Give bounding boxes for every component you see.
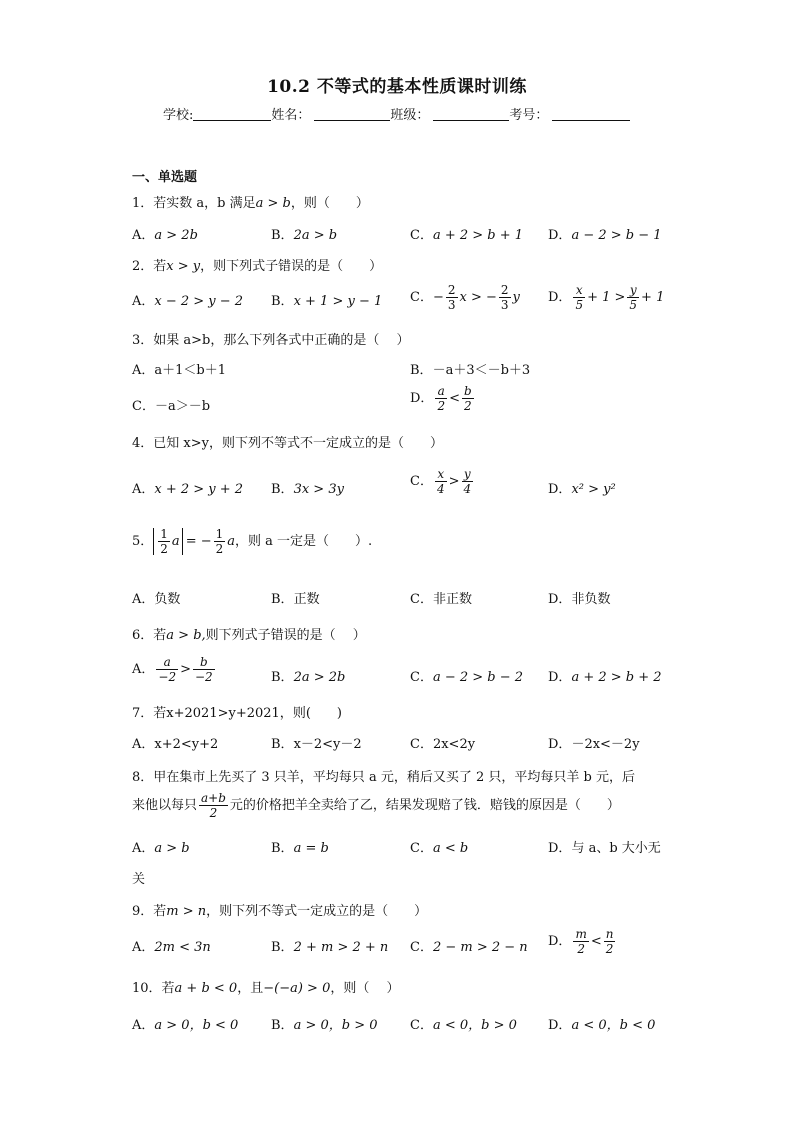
option-d[interactable]: D．a + 2 > b + 2 — [548, 670, 662, 685]
question-6-tail: 则下列式子错误的是（ ） — [205, 628, 366, 643]
question-2-math: x > y — [166, 259, 201, 274]
option-d[interactable]: D． $\frac{m}{2}$ < $\frac{n}{2}$ — [548, 927, 614, 956]
question-6 — [132, 624, 366, 643]
school-blank[interactable] — [193, 108, 271, 121]
question-9 — [132, 900, 427, 919]
option-a[interactable]: A． $\frac{a}{-2}$ > $\frac{b}{-2}$ — [132, 655, 213, 684]
question-2-tail: ，则下列式子错误的是（ ） — [200, 259, 383, 274]
option-d[interactable]: D． $\frac{a}{2}$ < $\frac{b}{2}$ — [410, 384, 472, 413]
question-5-number: 5． — [132, 534, 154, 549]
question-7-options — [0, 733, 794, 755]
question-9-tail: ，则下列不等式一定成立的是（ ） — [206, 904, 428, 919]
option-c[interactable]: C．a < b — [410, 841, 469, 856]
option-d[interactable]: D． $\frac{x}{5}$ + 1 > $\frac{y}{5}$ + 1 — [548, 283, 665, 312]
question-10-stem: 10．若 — [132, 981, 175, 996]
question-5-options — [0, 588, 794, 610]
question-10-options — [0, 1014, 794, 1036]
option-b[interactable]: B．3x > 3y — [271, 482, 344, 497]
question-5-tail: ，则 a 一定是（ ）. — [235, 534, 373, 549]
option-c[interactable]: C．a < 0，b > 0 — [410, 1018, 517, 1033]
question-1 — [132, 192, 369, 211]
question-10-math-2: −(−a) > 0 — [263, 981, 331, 996]
question-2-options — [0, 283, 794, 312]
number-label: 考号： — [509, 108, 549, 123]
name-label: 姓名： — [271, 108, 311, 123]
question-3-options-row2 — [0, 384, 794, 414]
option-d[interactable]: D．a < 0，b < 0 — [548, 1018, 656, 1033]
option-b[interactable]: B．2a > b — [271, 228, 338, 243]
option-c[interactable]: C．2 − m > 2 − n — [410, 940, 528, 955]
question-1-options — [0, 224, 794, 246]
question-8-options — [0, 837, 794, 859]
option-b[interactable]: B．x－2<y－2 — [271, 737, 362, 752]
option-c[interactable]: C．2x<2y — [410, 737, 476, 752]
question-6-options — [0, 655, 794, 685]
option-a[interactable]: A．x+2<y+2 — [132, 737, 219, 752]
school-label: 学校: — [163, 108, 194, 123]
question-3-options-row1 — [0, 359, 794, 381]
question-8-option-d-wrap: 关 — [132, 872, 146, 887]
option-b[interactable]: B．a = b — [271, 841, 329, 856]
option-b[interactable]: B．x + 1 > y − 1 — [271, 294, 383, 309]
option-a[interactable]: A．x − 2 > y − 2 — [132, 294, 244, 309]
question-5: 5． $\frac{1}{2}$ a = − $\frac{1}{2}$ a，则 a 一定是（ ）. — [132, 527, 373, 556]
option-a[interactable]: A．a > b — [132, 841, 190, 856]
option-d[interactable]: D．－2x<－2y — [548, 737, 640, 752]
question-1-math: a > b — [255, 196, 291, 211]
option-a[interactable]: A．负数 — [132, 592, 181, 607]
option-d[interactable]: D．x² > y² — [548, 482, 616, 497]
question-10-tail: ，则（ ） — [330, 981, 400, 996]
question-10-math-1: a + b < 0 — [174, 981, 238, 996]
question-1-tail: ，则（ ） — [290, 196, 369, 211]
option-a[interactable]: A．a＋1＜b＋1 — [132, 363, 227, 378]
class-label: 班级： — [390, 108, 430, 123]
name-blank[interactable] — [314, 108, 390, 121]
option-a[interactable]: A．a > 0，b < 0 — [132, 1018, 239, 1033]
option-c[interactable]: C．− $\frac{2}{3}$ x > − $\frac{2}{3}$ y — [410, 283, 520, 312]
option-c[interactable]: C． $\frac{x}{4}$ > $\frac{y}{4}$ — [410, 467, 472, 496]
question-8-line-1: 8．甲在集市上先买了 3 只羊，平均每只 a 元，稍后又买了 2 只，平均每只羊 b 元，后 — [132, 770, 635, 785]
question-7-stem: 7．若 — [132, 706, 167, 721]
question-6-stem: 6．若 — [132, 628, 167, 643]
number-blank[interactable] — [552, 108, 630, 121]
student-info-line — [163, 104, 630, 123]
question-2-stem: 2．若 — [132, 259, 167, 274]
question-1-stem: 1．若实数 a，b 满足 — [132, 196, 256, 211]
question-4: 4．已知 x>y，则下列不等式不一定成立的是（ ） — [132, 436, 443, 451]
worksheet-title: 10.2 不等式的基本性质课时训练 — [267, 77, 527, 97]
option-c[interactable]: C．a + 2 > b + 1 — [410, 228, 524, 243]
question-2 — [132, 255, 382, 274]
question-3: 3．如果 a>b，那么下列各式中正确的是（ ） — [132, 333, 410, 348]
question-6-math: a > b, — [166, 628, 206, 643]
question-7-math: x+2021>y+2021， — [166, 706, 293, 721]
question-4-options — [0, 467, 794, 497]
question-9-stem: 9．若 — [132, 904, 167, 919]
class-blank[interactable] — [433, 108, 509, 121]
option-b[interactable]: B．2a > 2b — [271, 670, 346, 685]
option-a[interactable]: A．a > 2b — [132, 228, 198, 243]
question-10: 10．若a + b < 0，且−(−a) > 0，则（ ） — [132, 981, 400, 996]
question-7-tail: 则( ) — [292, 706, 342, 721]
option-b[interactable]: B．2 + m > 2 + n — [271, 940, 389, 955]
question-9-options — [0, 927, 794, 956]
option-d[interactable]: D．非负数 — [548, 592, 611, 607]
option-b[interactable]: B．a > 0，b > 0 — [271, 1018, 378, 1033]
question-9-math: m > n — [166, 904, 207, 919]
option-d[interactable]: D．a − 2 > b − 1 — [548, 228, 662, 243]
question-8-line-2: 来他以每只 $\frac{a+b}{2}$ 元的价格把羊全卖给了乙，结果发现赔了钱．赔钱的原因是（ ） — [132, 791, 620, 820]
option-d[interactable]: D．与 a、b 大小无 — [548, 841, 661, 856]
absolute-value: $\frac{1}{2}$ a — [153, 528, 182, 555]
option-a[interactable]: A．2m < 3n — [132, 940, 211, 955]
section-heading: 一、单选题 — [132, 170, 198, 185]
option-b[interactable]: B．－a＋3＜－b＋3 — [410, 363, 531, 378]
option-c[interactable]: C．a − 2 > b − 2 — [410, 670, 524, 685]
option-c[interactable]: C．－a＞－b — [132, 399, 211, 414]
option-b[interactable]: B．正数 — [271, 592, 320, 607]
option-c[interactable]: C．非正数 — [410, 592, 472, 607]
question-7 — [132, 702, 342, 721]
option-a[interactable]: A．x + 2 > y + 2 — [132, 482, 244, 497]
